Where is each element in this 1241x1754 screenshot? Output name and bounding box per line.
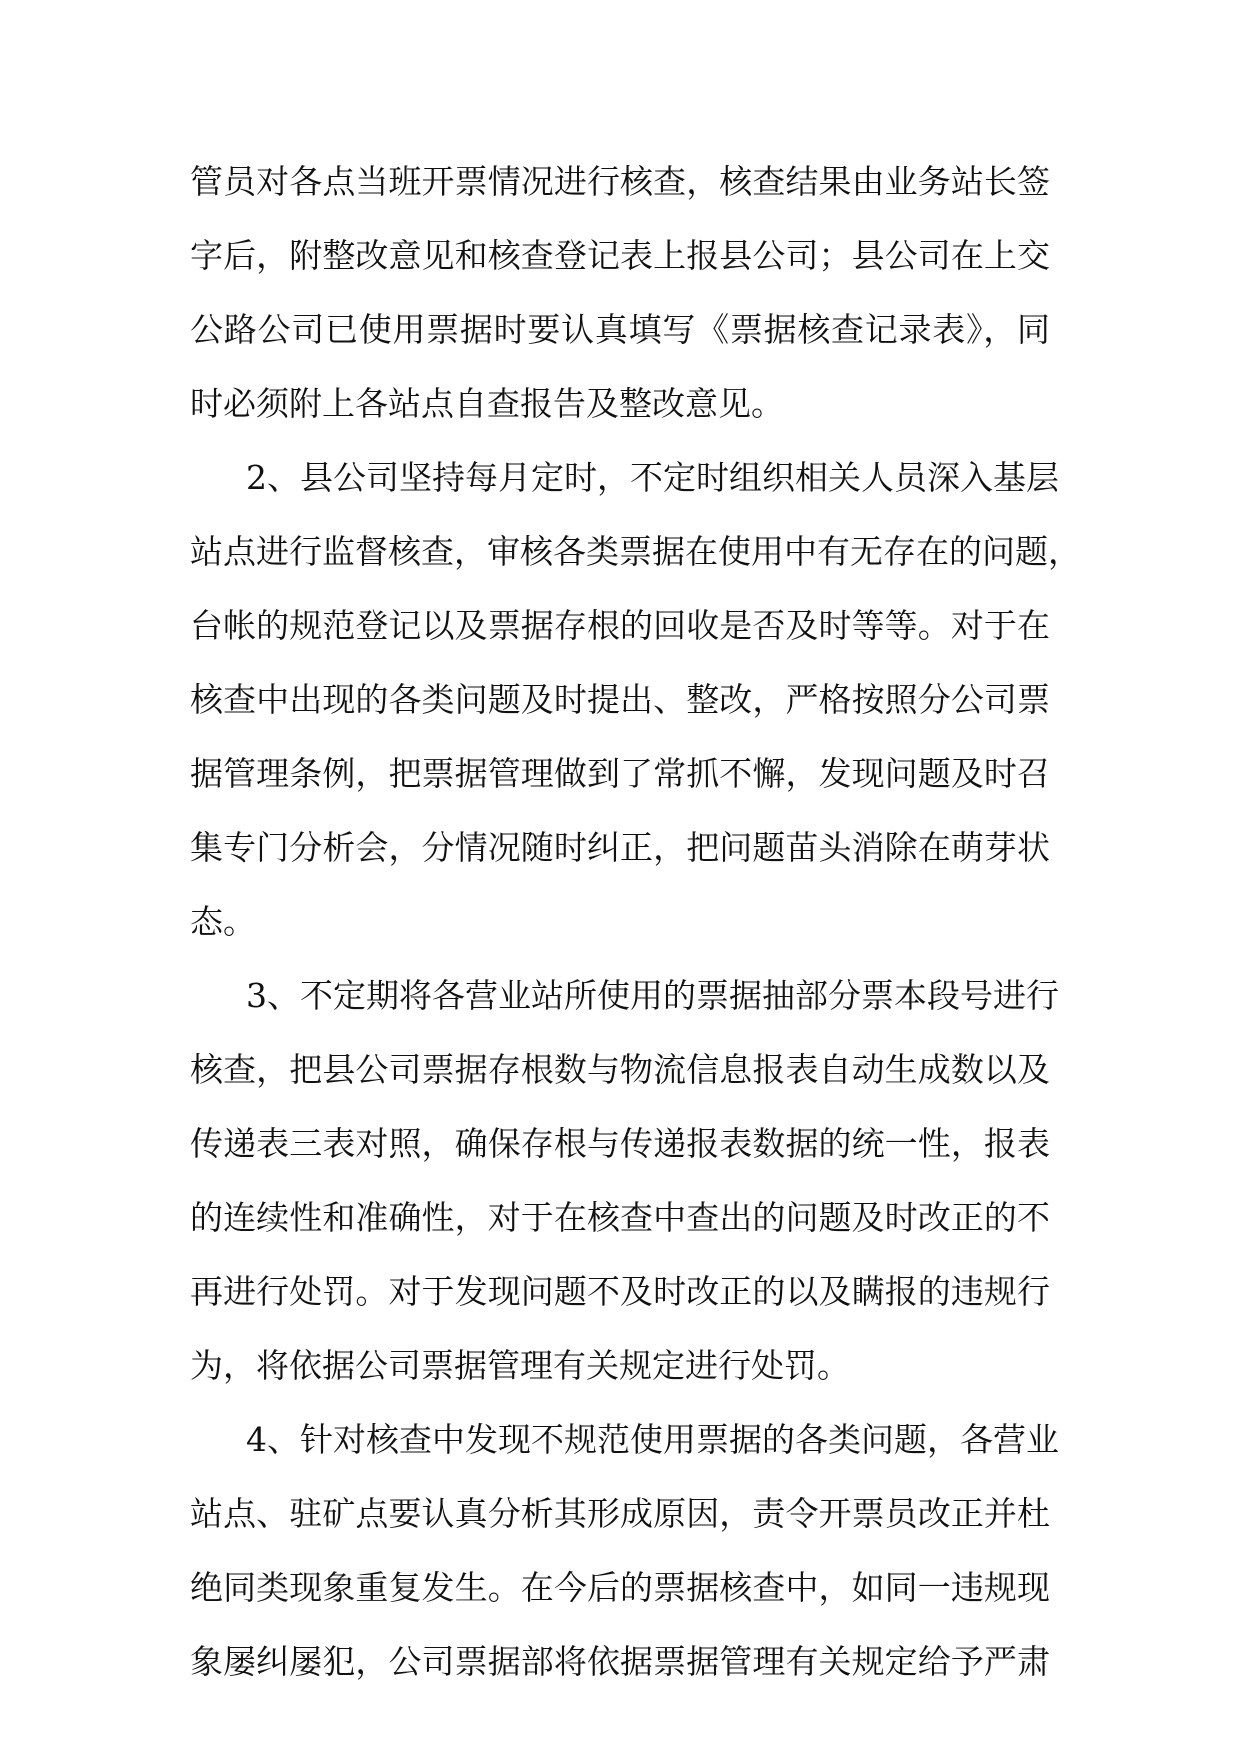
p1-line-2: 站点进行监督核查，审核各类票据在使用中有无存在的问题， bbox=[190, 532, 1081, 571]
p2-line-6: 为，将依据公司票据管理有关规定进行处罚。 bbox=[190, 1346, 850, 1385]
p2-line-1: 3、不定期将各营业站所使用的票据抽部分票本段号进行 bbox=[246, 976, 1059, 1015]
p3-line-1: 4、针对核查中发现不规范使用票据的各类问题，各营业 bbox=[246, 1420, 1059, 1459]
p2-line-4: 的连续性和准确性，对于在核查中查出的问题及时改正的不 bbox=[190, 1198, 1050, 1237]
p2-line-5: 再进行处罚。对于发现问题不及时改正的以及瞒报的违规行 bbox=[190, 1272, 1050, 1311]
p2-line-3: 传递表三表对照，确保存根与传递报表数据的统一性，报表 bbox=[190, 1124, 1050, 1163]
p2-line-2: 核查，把县公司票据存根数与物流信息报表自动生成数以及 bbox=[190, 1050, 1050, 1089]
p0-line-4: 时必须附上各站点自查报告及整改意见。 bbox=[190, 384, 784, 423]
p3-line-3: 绝同类现象重复发生。在今后的票据核查中，如同一违规现 bbox=[190, 1568, 1050, 1607]
p1-line-3: 台帐的规范登记以及票据存根的回收是否及时等等。对于在 bbox=[190, 606, 1050, 645]
p1-line-6: 集专门分析会，分情况随时纠正，把问题苗头消除在萌芽状 bbox=[190, 828, 1050, 867]
p0-line-2: 字后，附整改意见和核查登记表上报县公司；县公司在上交 bbox=[190, 236, 1050, 275]
p3-line-2: 站点、驻矿点要认真分析其形成原因，责令开票员改正并杜 bbox=[190, 1494, 1050, 1533]
p1-line-7: 态。 bbox=[190, 902, 256, 941]
p1-line-5: 据管理条例，把票据管理做到了常抓不懈，发现问题及时召 bbox=[190, 754, 1050, 793]
p0-line-1: 管员对各点当班开票情况进行核查，核查结果由业务站长签 bbox=[190, 162, 1050, 201]
p1-line-4: 核查中出现的各类问题及时提出、整改，严格按照分公司票 bbox=[190, 680, 1050, 719]
p1-line-1: 2、县公司坚持每月定时，不定时组织相关人员深入基层 bbox=[246, 458, 1059, 497]
p0-line-3: 公路公司已使用票据时要认真填写《票据核查记录表》，同 bbox=[190, 310, 1050, 349]
p3-line-4: 象屡纠屡犯，公司票据部将依据票据管理有关规定给予严肃 bbox=[190, 1642, 1050, 1681]
